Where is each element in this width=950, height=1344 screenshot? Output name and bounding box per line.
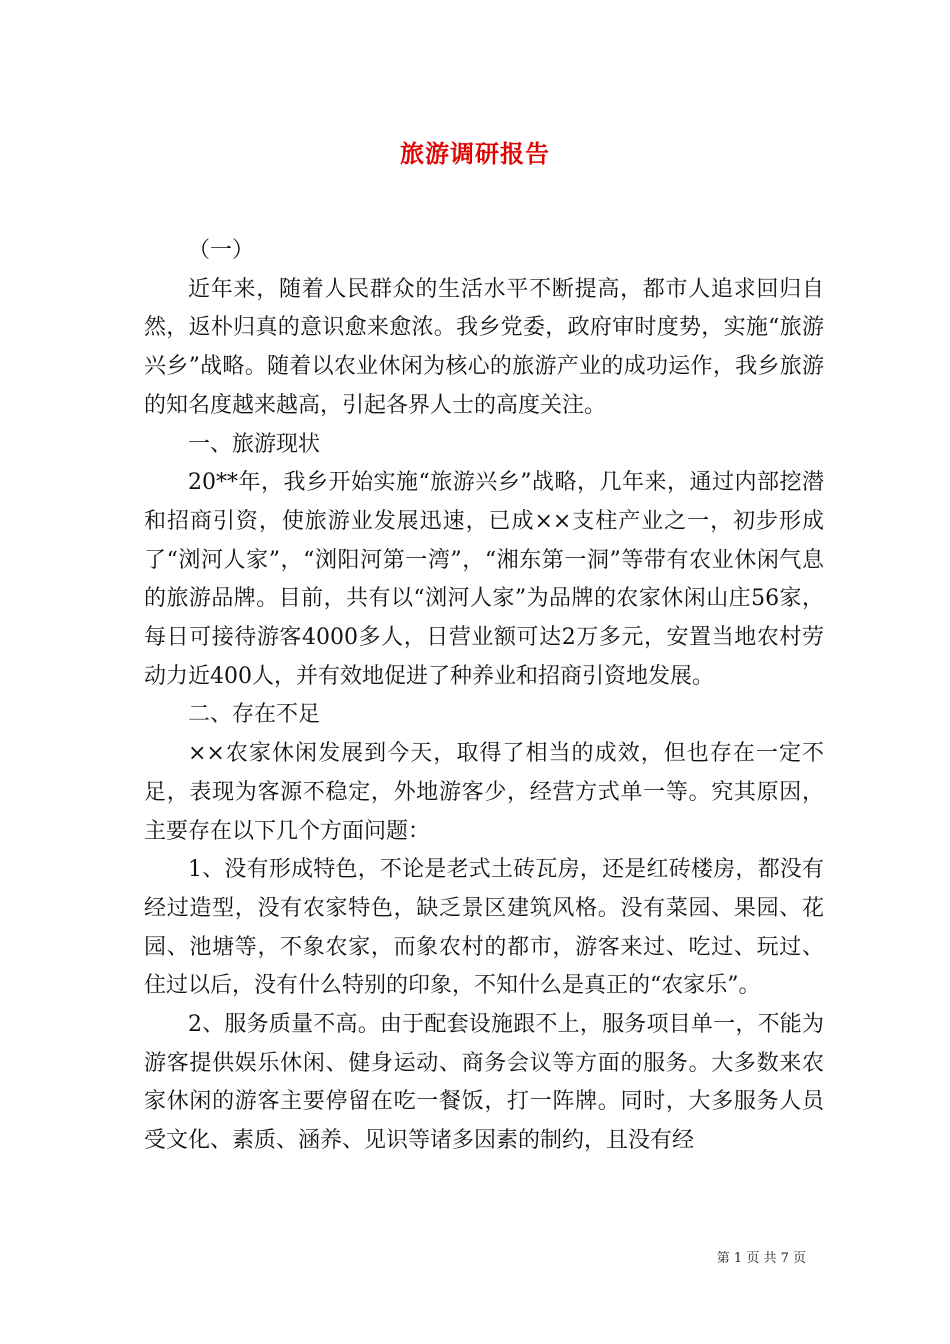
tourism-status-paragraph: 20**年，我乡开始实施“旅游兴乡”战略，几年来，通过内部挖潜和招商引资，使旅游业发展迅速，已成××支柱产业之一，初步形成了“浏河人家”，“浏阳河第一湾”，“湘东第一洞”等带有农业休闲气息的旅游品牌。目前，共有以“浏河人家”为品牌的农家休闲山庄56家，每日可接待游客4000多人，日营业额可达2万多元，安置当地农村劳动力近400人，并有效地促进了种养业和招商引资地发展。 bbox=[144, 470, 824, 689]
intro-paragraph: 近年来，随着人民群众的生活水平不断提高，都市人追求回归自然，返朴归真的意识愈来愈浓。我乡党委，政府审时度势，实施“旅游兴乡”战略。随着以农业休闲为核心的旅游产业的成功运作，我乡旅游的知名度越来越高，引起各界人士的高度关注。 bbox=[144, 276, 824, 418]
document-title: 旅游调研报告 bbox=[400, 139, 550, 168]
issue-2-paragraph: 2、服务质量不高。由于配套设施跟不上，服务项目单一，不能为游客提供娱乐休闲、健身运动、商务会议等方面的服务。大多数来农家休闲的游客主要停留在吃一餐饭，打一阵牌。同时，大多服务人员受文化、素质、涵养、见识等诸多因素的制约，且没有经 bbox=[144, 1012, 824, 1154]
issue-1-paragraph: 1、没有形成特色，不论是老式土砖瓦房，还是红砖楼房，都没有经过造型，没有农家特色，缺乏景区建筑风格。没有菜园、果园、花园、池塘等，不象农家，而象农村的都市，游客来过、吃过、玩过、住过以后，没有什么特别的印象，不知什么是真正的“农家乐”。 bbox=[144, 857, 824, 999]
document-body bbox=[144, 232, 824, 1161]
section-marker: （一） bbox=[188, 238, 255, 263]
heading-tourism-status: 一、旅游现状 bbox=[188, 431, 321, 457]
shortcomings-paragraph: ××农家休闲发展到今天，取得了相当的成效，但也存在一定不足，表现为客源不稳定，外地游客少，经营方式单一等。究其原因，主要存在以下几个方面问题： bbox=[144, 741, 824, 844]
page-footer: 第 1 页 共 7 页 bbox=[716, 1251, 806, 1266]
heading-shortcomings: 二、存在不足 bbox=[188, 702, 321, 728]
